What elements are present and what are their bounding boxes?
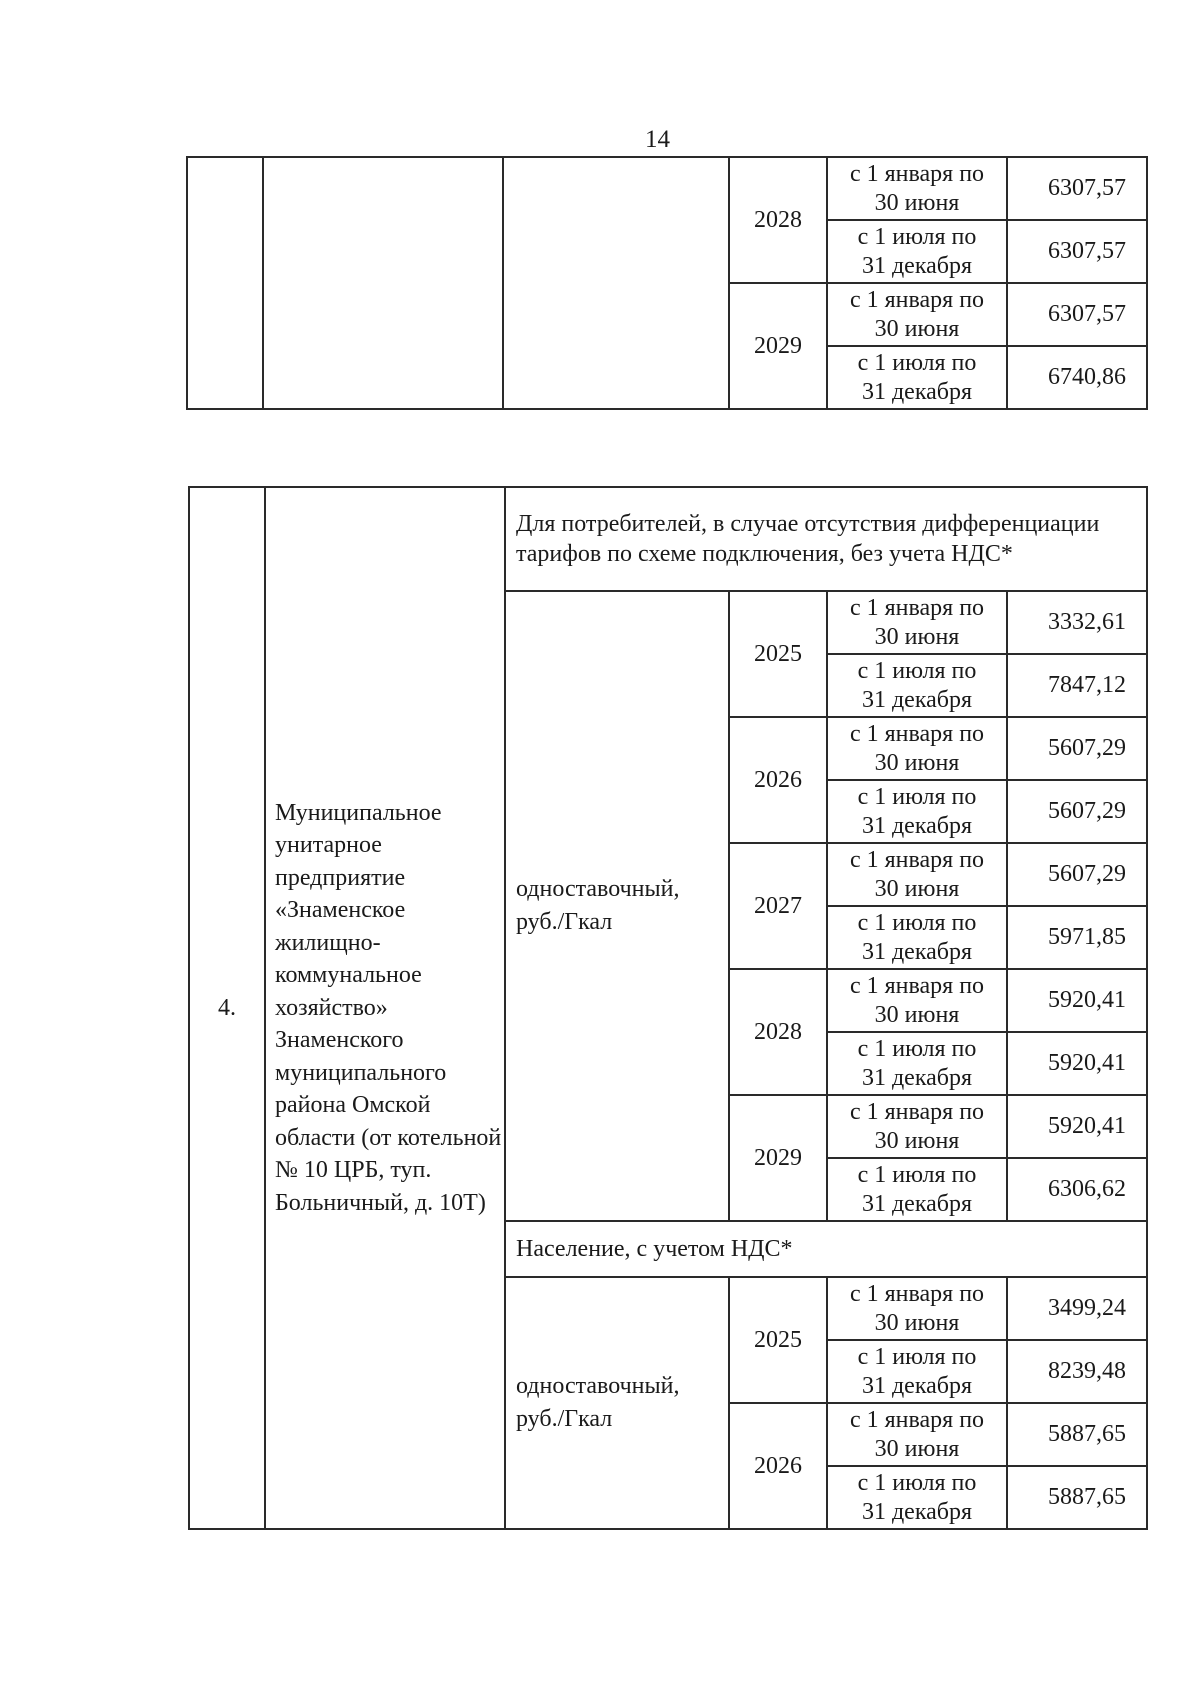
number-cell (187, 157, 263, 409)
period-cell: с 1 января по 30 июня (827, 1277, 1007, 1340)
tariff-value-cell: 6307,57 (1007, 157, 1147, 220)
year-cell: 2025 (729, 1277, 827, 1403)
period-cell: с 1 июля по 31 декабря (827, 654, 1007, 717)
period-cell: с 1 июля по 31 декабря (827, 780, 1007, 843)
period-cell: с 1 июля по 31 декабря (827, 1032, 1007, 1095)
tariff-value-cell: 5971,85 (1007, 906, 1147, 969)
tariff-value-cell: 6307,57 (1007, 220, 1147, 283)
tariff-value-cell: 5920,41 (1007, 1032, 1147, 1095)
period-cell: с 1 июля по 31 декабря (827, 1466, 1007, 1529)
period-cell: с 1 января по 30 июня (827, 1095, 1007, 1158)
period-cell: с 1 июля по 31 декабря (827, 906, 1007, 969)
page-number: 14 (645, 126, 670, 153)
year-cell: 2026 (729, 717, 827, 843)
year-cell: 2027 (729, 843, 827, 969)
consumer-group-heading: Население, с учетом НДС* (505, 1221, 1147, 1277)
period-cell: с 1 января по 30 июня (827, 157, 1007, 220)
tariff-value-cell: 5920,41 (1007, 1095, 1147, 1158)
period-cell: с 1 января по 30 июня (827, 1403, 1007, 1466)
period-cell: с 1 января по 30 июня (827, 283, 1007, 346)
tariff-value-cell: 8239,48 (1007, 1340, 1147, 1403)
period-cell: с 1 января по 30 июня (827, 717, 1007, 780)
year-cell: 2028 (729, 157, 827, 283)
organization-name: Муниципальное унитарное предприятие «Знаменское жилищно-коммунальное хозяйство» Знаменского муниципального района Омской области (от котельной № 10 ЦРБ, туп. Больничный, д. 10Т) (265, 487, 505, 1529)
year-cell: 2029 (729, 283, 827, 409)
consumer-group-heading: Для потребителей, в случае отсутствия дифференциации тарифов по схеме подключения, без учета НДС* (505, 487, 1147, 591)
year-cell: 2026 (729, 1403, 827, 1529)
period-cell: с 1 июля по 31 декабря (827, 346, 1007, 409)
period-cell: с 1 января по 30 июня (827, 969, 1007, 1032)
period-cell: с 1 июля по 31 декабря (827, 1340, 1007, 1403)
period-cell: с 1 июля по 31 декабря (827, 220, 1007, 283)
tariff-table-continuation (186, 156, 1148, 410)
tariff-value-cell: 5607,29 (1007, 780, 1147, 843)
tariff-value-cell: 3499,24 (1007, 1277, 1147, 1340)
period-cell: с 1 января по 30 июня (827, 843, 1007, 906)
tariff-table-entry-4 (188, 486, 1148, 1530)
year-cell: 2025 (729, 591, 827, 717)
tariff-type: одноставочный, руб./Гкал (505, 591, 729, 1221)
tariff-value-cell: 5887,65 (1007, 1403, 1147, 1466)
tariff-value-cell: 6306,62 (1007, 1158, 1147, 1221)
tariff-value-cell: 7847,12 (1007, 654, 1147, 717)
tariff-value-cell: 5887,65 (1007, 1466, 1147, 1529)
entry-number: 4. (189, 487, 265, 1529)
tariff-value-cell: 6307,57 (1007, 283, 1147, 346)
period-cell: с 1 июля по 31 декабря (827, 1158, 1007, 1221)
tariff-type: одноставочный, руб./Гкал (505, 1277, 729, 1529)
tariff-value-cell: 5607,29 (1007, 717, 1147, 780)
year-cell: 2029 (729, 1095, 827, 1221)
tariff-value-cell: 3332,61 (1007, 591, 1147, 654)
tariff-value-cell: 5920,41 (1007, 969, 1147, 1032)
period-cell: с 1 января по 30 июня (827, 591, 1007, 654)
tariff-value-cell: 6740,86 (1007, 346, 1147, 409)
tariff-type-cell (503, 157, 729, 409)
tariff-value-cell: 5607,29 (1007, 843, 1147, 906)
organization-cell (263, 157, 503, 409)
year-cell: 2028 (729, 969, 827, 1095)
